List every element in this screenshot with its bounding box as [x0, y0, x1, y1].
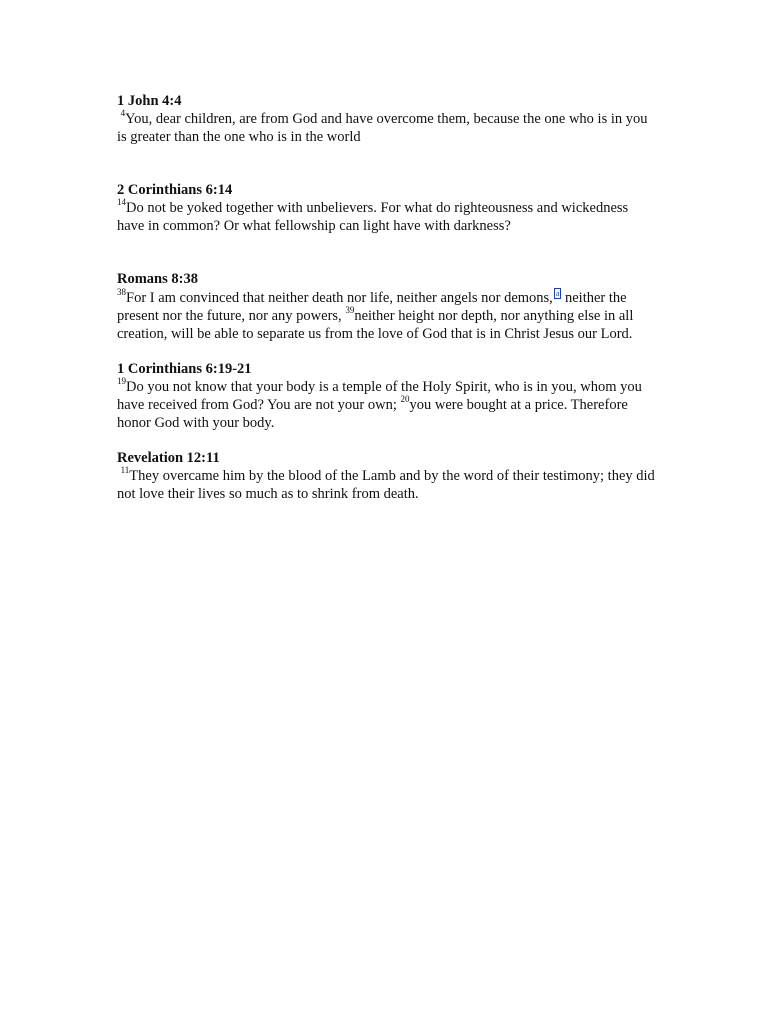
passage-revelation-12-11	[117, 449, 657, 503]
passage-text	[117, 110, 657, 146]
verse-number: 20	[400, 394, 410, 404]
verse-text: Do you not know that your body is a temple of the Holy Spirit, who is in you, whom you have received from God? You are not your own;	[117, 378, 642, 413]
verse-number: 11	[120, 465, 130, 475]
footnote-link[interactable]: a	[555, 289, 560, 298]
passage-romans-8-38	[117, 270, 657, 343]
verse-text: Do not be yoked together with unbelievers. For what do righteousness and wickedness have in common? Or what fellowship can light have with darkness?	[117, 200, 629, 234]
passage-text	[117, 199, 657, 235]
verse-number: 19	[117, 376, 126, 386]
passage-reference: 2 Corinthians 6:14	[117, 182, 233, 198]
verse-number: 39	[345, 305, 355, 315]
verse-text: They overcame him by the blood of the Lamb and by the word of their testimony; they did not love their lives so much as to shrink from death.	[117, 467, 655, 502]
passage-1-corinthians-6-19-21	[117, 360, 657, 432]
verse-text: For I am convinced that neither death nor life, neither angels nor demons,	[126, 289, 553, 306]
passage-reference: Revelation 12:11	[117, 449, 220, 466]
verse-text: you were bought at a price. Therefore honor God with your body.	[117, 396, 628, 431]
passage-text	[117, 467, 657, 503]
document-page	[117, 92, 657, 503]
passage-text	[117, 378, 657, 432]
verse-number: 14	[117, 197, 126, 208]
passage-text	[117, 288, 657, 343]
verse-text: neither the present nor the future, nor any powers,	[117, 289, 627, 324]
verse-text: You, dear children, are from God and have overcome them, because the one who is in you is greater than the one who is in the world	[117, 111, 648, 145]
verse-number: 4	[120, 108, 126, 119]
passage-reference: 1 Corinthians 6:19-21	[117, 360, 252, 377]
verse-text: neither height nor depth, nor anything else in all creation, will be able to separate us from the love of God that is in Christ Jesus our Lord.	[117, 307, 634, 342]
passage-1-john-4-4	[117, 92, 657, 146]
passage-reference: Romans 8:38	[117, 271, 198, 287]
verse-number: 38	[117, 287, 126, 297]
passage-2-corinthians-6-14	[117, 181, 657, 235]
passage-reference: 1 John 4:4	[117, 93, 182, 109]
